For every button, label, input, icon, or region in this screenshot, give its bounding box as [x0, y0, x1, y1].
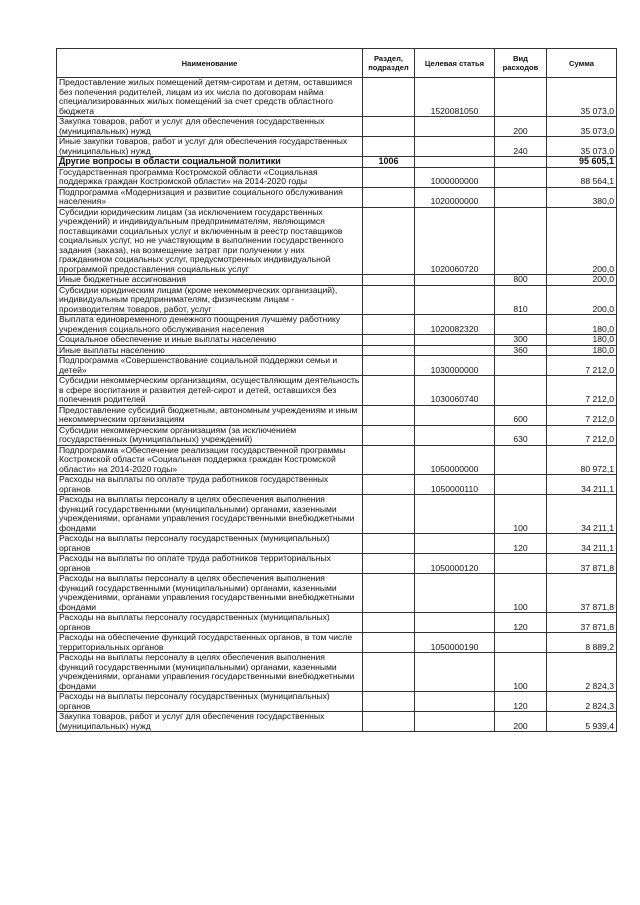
table-body — [57, 78, 617, 732]
table-row — [57, 376, 617, 406]
cell-name: Расходы на выплаты по оплате труда работников территориальных органов — [57, 554, 363, 574]
cell-sum: 5 939,4 — [547, 712, 617, 732]
header-target: Целевая статья — [415, 49, 495, 78]
table-row — [57, 207, 617, 275]
table-row — [57, 285, 617, 315]
cell-type — [495, 78, 547, 117]
cell-type — [495, 315, 547, 335]
cell-name: Субсидии юридическим лицам (за исключением государственных учреждений) и индивидуальным предпринимателям, являющимся поставщиками социальных услуг и включенным в реестр поставщиков социальных услуг, но не участвующим в выполнении государственного задания (заказа), на возмещение затрат при получении у них гражданином социальных услуг, предусмотренных индивидуальной программой предоставления социальных услуг — [57, 207, 363, 275]
cell-sum: 88 564,1 — [547, 167, 617, 187]
cell-type: 120 — [495, 613, 547, 633]
cell-name: Расходы на выплаты персоналу государственных (муниципальных) органов — [57, 534, 363, 554]
cell-target: 1020082320 — [415, 315, 495, 335]
cell-target — [415, 613, 495, 633]
cell-target: 1050000120 — [415, 554, 495, 574]
cell-type: 100 — [495, 495, 547, 534]
cell-target — [415, 534, 495, 554]
cell-type — [495, 376, 547, 406]
cell-section — [363, 137, 415, 157]
table-row — [57, 167, 617, 187]
cell-target — [415, 345, 495, 356]
cell-section — [363, 425, 415, 445]
cell-target — [415, 574, 495, 613]
cell-type — [495, 187, 547, 207]
cell-sum: 7 212,0 — [547, 356, 617, 376]
cell-target: 1030000000 — [415, 356, 495, 376]
cell-section — [363, 554, 415, 574]
cell-name: Субсидии некоммерческим организациям (за исключением государственных (муниципальных) учреждений) — [57, 425, 363, 445]
cell-name: Подпрограмма «Совершенствование социальной поддержки семьи и детей» — [57, 356, 363, 376]
table-row — [57, 78, 617, 117]
cell-sum: 7 212,0 — [547, 376, 617, 406]
cell-section — [363, 285, 415, 315]
cell-section — [363, 275, 415, 286]
cell-type: 120 — [495, 692, 547, 712]
cell-section — [363, 613, 415, 633]
cell-target — [415, 117, 495, 137]
cell-type — [495, 157, 547, 168]
cell-sum: 180,0 — [547, 335, 617, 346]
cell-sum: 380,0 — [547, 187, 617, 207]
cell-target — [415, 653, 495, 692]
cell-sum: 34 211,1 — [547, 495, 617, 534]
cell-name: Расходы на выплаты персоналу государственных (муниципальных) органов — [57, 613, 363, 633]
cell-sum: 34 211,1 — [547, 475, 617, 495]
cell-section — [363, 712, 415, 732]
cell-section — [363, 653, 415, 692]
cell-sum: 80 972,1 — [547, 445, 617, 475]
cell-section — [363, 405, 415, 425]
cell-section — [363, 633, 415, 653]
table-row — [57, 475, 617, 495]
cell-sum: 200,0 — [547, 285, 617, 315]
cell-target — [415, 495, 495, 534]
cell-target — [415, 712, 495, 732]
cell-name: Закупка товаров, работ и услуг для обеспечения государственных (муниципальных) нужд — [57, 712, 363, 732]
cell-name: Расходы на обеспечение функций государственных органов, в том числе территориальных органов — [57, 633, 363, 653]
cell-target: 1520081050 — [415, 78, 495, 117]
cell-target: 1030060740 — [415, 376, 495, 406]
cell-type — [495, 445, 547, 475]
cell-type: 630 — [495, 425, 547, 445]
cell-target: 1020060720 — [415, 207, 495, 275]
cell-sum: 35 073,0 — [547, 78, 617, 117]
table-row — [57, 117, 617, 137]
cell-type: 200 — [495, 117, 547, 137]
cell-target: 1050000110 — [415, 475, 495, 495]
cell-section — [363, 78, 415, 117]
header-name: Наименование — [57, 49, 363, 78]
cell-sum: 180,0 — [547, 345, 617, 356]
cell-type: 600 — [495, 405, 547, 425]
cell-type: 200 — [495, 712, 547, 732]
cell-sum: 35 073,0 — [547, 117, 617, 137]
cell-section — [363, 475, 415, 495]
header-sum: Сумма — [547, 49, 617, 78]
table-row — [57, 356, 617, 376]
cell-name: Социальное обеспечение и иные выплаты населению — [57, 335, 363, 346]
table-row — [57, 534, 617, 554]
cell-type: 120 — [495, 534, 547, 554]
cell-name: Другие вопросы в области социальной политики — [57, 157, 363, 168]
cell-type: 300 — [495, 335, 547, 346]
cell-section — [363, 534, 415, 554]
cell-sum: 2 824,3 — [547, 653, 617, 692]
table-row — [57, 187, 617, 207]
cell-type: 360 — [495, 345, 547, 356]
cell-name: Иные бюджетные ассигнования — [57, 275, 363, 286]
cell-name: Подпрограмма «Обеспечение реализации государственной программы Костромской области «Социальная поддержка граждан Костромской области» на 2014-2020 годы» — [57, 445, 363, 475]
cell-type — [495, 475, 547, 495]
cell-type — [495, 554, 547, 574]
table-header-row — [57, 49, 617, 78]
cell-section — [363, 495, 415, 534]
cell-type: 100 — [495, 574, 547, 613]
budget-table — [56, 48, 617, 732]
cell-name: Расходы на выплаты персоналу в целях обеспечения выполнения функций государственными (муниципальными) органами, казенными учреждениями, органами управления государственными внебюджетными фондами — [57, 574, 363, 613]
cell-section: 1006 — [363, 157, 415, 168]
cell-sum: 35 073,0 — [547, 137, 617, 157]
cell-name: Расходы на выплаты персоналу в целях обеспечения выполнения функций государственными (муниципальными) органами, казенными учреждениями, органами управления государственными внебюджетными фондами — [57, 653, 363, 692]
cell-section — [363, 315, 415, 335]
cell-section — [363, 207, 415, 275]
cell-name: Расходы на выплаты персоналу в целях обеспечения выполнения функций государственными (муниципальными) органами, казенными учреждениями, органами управления государственными внебюджетными фондами — [57, 495, 363, 534]
cell-type — [495, 167, 547, 187]
cell-name: Иные закупки товаров, работ и услуг для обеспечения государственных (муниципальных) нужд — [57, 137, 363, 157]
table-row — [57, 275, 617, 286]
cell-name: Субсидии юридическим лицам (кроме некоммерческих организаций), индивидуальным предпринимателям, физическим лицам - производителям товаров, работ, услуг — [57, 285, 363, 315]
cell-section — [363, 445, 415, 475]
table-row — [57, 137, 617, 157]
cell-section — [363, 167, 415, 187]
cell-sum: 37 871,8 — [547, 613, 617, 633]
cell-target: 1000000000 — [415, 167, 495, 187]
table-row — [57, 574, 617, 613]
cell-target — [415, 275, 495, 286]
cell-name: Субсидии некоммерческим организациям, осуществляющим деятельность в сфере воспитания и развития детей-сирот и детей, оставшихся без попечения родителей — [57, 376, 363, 406]
cell-name: Подпрограмма «Модернизация и развитие социального обслуживания населения» — [57, 187, 363, 207]
header-type: Вид расходов — [495, 49, 547, 78]
cell-section — [363, 335, 415, 346]
table-row — [57, 712, 617, 732]
cell-target: 1050000000 — [415, 445, 495, 475]
cell-target — [415, 335, 495, 346]
cell-type — [495, 356, 547, 376]
cell-name: Закупка товаров, работ и услуг для обеспечения государственных (муниципальных) нужд — [57, 117, 363, 137]
cell-sum: 200,0 — [547, 275, 617, 286]
cell-section — [363, 345, 415, 356]
cell-name: Предоставление жилых помещений детям-сиротам и детям, оставшимся без попечения родителей, лицам из их числа по договорам найма специализированных жилых помещений за счет средств областного бюджета — [57, 78, 363, 117]
cell-name: Расходы на выплаты персоналу государственных (муниципальных) органов — [57, 692, 363, 712]
cell-target — [415, 692, 495, 712]
cell-section — [363, 117, 415, 137]
cell-sum: 95 605,1 — [547, 157, 617, 168]
table-row — [57, 405, 617, 425]
cell-sum: 200,0 — [547, 207, 617, 275]
cell-sum: 37 871,8 — [547, 574, 617, 613]
cell-target — [415, 137, 495, 157]
table-row — [57, 692, 617, 712]
cell-section — [363, 692, 415, 712]
cell-name: Предоставление субсидий бюджетным, автономным учреждениям и иным некоммерческим организациям — [57, 405, 363, 425]
table-row — [57, 495, 617, 534]
cell-type — [495, 633, 547, 653]
cell-name: Выплата единовременного денежного поощрения лучшему работнику учреждения социального обслуживания населения — [57, 315, 363, 335]
table-row — [57, 345, 617, 356]
cell-sum: 34 211,1 — [547, 534, 617, 554]
cell-name: Расходы на выплаты по оплате труда работников государственных органов — [57, 475, 363, 495]
table-row — [57, 613, 617, 633]
cell-sum: 37 871,8 — [547, 554, 617, 574]
cell-target: 1050000190 — [415, 633, 495, 653]
cell-section — [363, 574, 415, 613]
cell-target — [415, 405, 495, 425]
cell-target — [415, 425, 495, 445]
cell-type: 800 — [495, 275, 547, 286]
cell-type: 100 — [495, 653, 547, 692]
cell-sum: 7 212,0 — [547, 405, 617, 425]
cell-section — [363, 376, 415, 406]
document-page — [56, 48, 616, 732]
cell-type: 240 — [495, 137, 547, 157]
cell-target — [415, 157, 495, 168]
table-row — [57, 554, 617, 574]
cell-target: 1020000000 — [415, 187, 495, 207]
cell-section — [363, 187, 415, 207]
table-row — [57, 653, 617, 692]
table-row — [57, 445, 617, 475]
cell-sum: 180,0 — [547, 315, 617, 335]
table-row — [57, 633, 617, 653]
cell-type: 810 — [495, 285, 547, 315]
cell-sum: 8 889,2 — [547, 633, 617, 653]
cell-section — [363, 356, 415, 376]
cell-name: Государственная программа Костромской области «Социальная поддержка граждан Костромской области» на 2014-2020 годы — [57, 167, 363, 187]
cell-type — [495, 207, 547, 275]
table-row — [57, 157, 617, 168]
table-row — [57, 425, 617, 445]
cell-target — [415, 285, 495, 315]
cell-sum: 2 824,3 — [547, 692, 617, 712]
table-row — [57, 315, 617, 335]
cell-sum: 7 212,0 — [547, 425, 617, 445]
header-section: Раздел, подраздел — [363, 49, 415, 78]
cell-name: Иные выплаты населению — [57, 345, 363, 356]
table-row — [57, 335, 617, 346]
